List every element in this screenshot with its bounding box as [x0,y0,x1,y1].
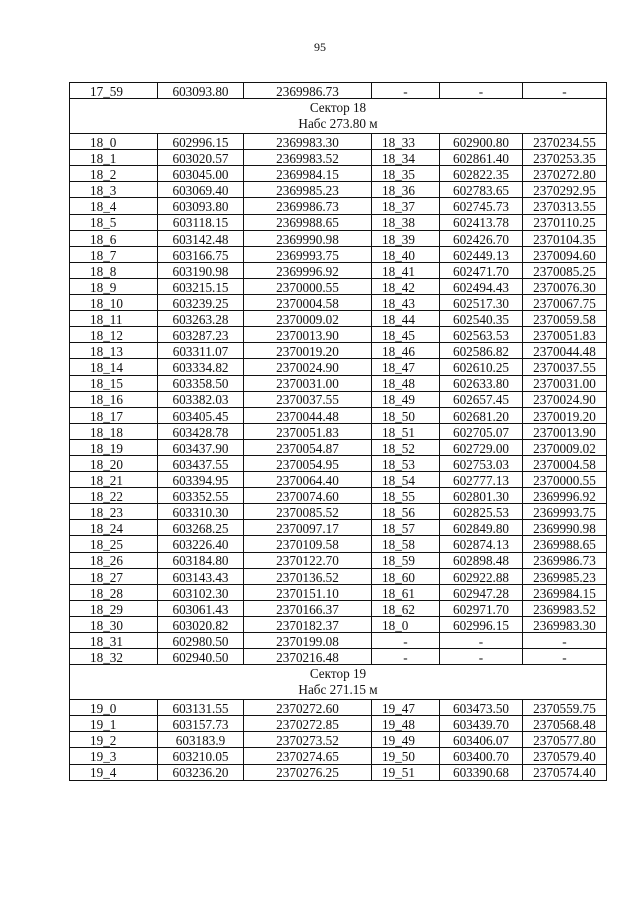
point-id-2-cell: 18_36 [372,182,440,198]
y-coord-2-cell: 2370031.00 [523,375,607,391]
point-id-cell: 18_28 [70,584,158,600]
point-id-cell: 18_30 [70,616,158,632]
point-id-2-cell: 18_53 [372,455,440,471]
x-coord-cell: 602996.15 [158,134,244,150]
x-coord-cell: 603437.55 [158,455,244,471]
table-row [70,552,607,568]
table-row [70,764,607,780]
x-coord-cell: 603268.25 [158,520,244,536]
sector-header-row [70,665,607,700]
table-row [70,649,607,665]
point-id-2-cell: - [372,633,440,649]
table-row [70,278,607,294]
table-row [70,633,607,649]
point-id-cell: 18_3 [70,182,158,198]
y-coord-2-cell: 2370024.90 [523,391,607,407]
x-coord-cell: 603287.23 [158,327,244,343]
y-coord-cell: 2369983.52 [244,150,372,166]
y-coord-2-cell: 2370059.58 [523,311,607,327]
x-coord-cell: 603118.15 [158,214,244,230]
y-coord-cell: 2369985.23 [244,182,372,198]
table-row [70,732,607,748]
x-coord-cell: 603382.03 [158,391,244,407]
point-id-2-cell: 18_56 [372,504,440,520]
x-coord-cell: 603236.20 [158,764,244,780]
point-id-cell: 18_19 [70,439,158,455]
point-id-cell: 18_11 [70,311,158,327]
y-coord-cell: 2370272.60 [244,700,372,716]
y-coord-2-cell: 2370104.35 [523,230,607,246]
point-id-2-cell: 18_38 [372,214,440,230]
x-coord-cell: 603215.15 [158,278,244,294]
y-coord-cell: 2370151.10 [244,584,372,600]
table-row [70,748,607,764]
y-coord-cell: 2370074.60 [244,488,372,504]
y-coord-cell: 2370166.37 [244,600,372,616]
table-row [70,134,607,150]
x-coord-cell: 603263.28 [158,311,244,327]
point-id-cell: 18_4 [70,198,158,214]
sector-elevation: Набс 271.15 м [298,682,378,698]
y-coord-2-cell: 2370253.35 [523,150,607,166]
table-row [70,568,607,584]
point-id-cell: 18_6 [70,230,158,246]
table-row [70,716,607,732]
y-coord-2-cell: 2370067.75 [523,295,607,311]
point-id-2-cell: 18_54 [372,472,440,488]
x-coord-cell: 603352.55 [158,488,244,504]
x-coord-cell: 603142.48 [158,230,244,246]
point-id-cell: 18_29 [70,600,158,616]
sector-header [70,665,607,700]
x-coord-cell: 603143.43 [158,568,244,584]
y-coord-cell: 2370085.52 [244,504,372,520]
table-row [70,472,607,488]
table-row [70,536,607,552]
y-coord-cell: 2369984.15 [244,166,372,182]
x-coord-2-cell: 602413.78 [440,214,523,230]
y-coord-cell: 2369983.30 [244,134,372,150]
point-id-cell: 18_27 [70,568,158,584]
x-coord-cell: 603311.07 [158,343,244,359]
y-coord-cell: 2369993.75 [244,246,372,262]
x-coord-2-cell: 602783.65 [440,182,523,198]
sector-header-row [70,99,607,134]
x-coord-2-cell: - [440,83,523,99]
y-coord-2-cell: 2370577.80 [523,732,607,748]
point-id-cell: 18_18 [70,423,158,439]
table-row [70,423,607,439]
x-coord-2-cell: 602745.73 [440,198,523,214]
y-coord-2-cell: - [523,83,607,99]
x-coord-2-cell: 602825.53 [440,504,523,520]
x-coord-2-cell: - [440,649,523,665]
y-coord-2-cell: 2369985.23 [523,568,607,584]
point-id-2-cell: 18_51 [372,423,440,439]
x-coord-2-cell: 602471.70 [440,262,523,278]
y-coord-cell: 2370199.08 [244,633,372,649]
table-row [70,343,607,359]
y-coord-2-cell: 2370272.80 [523,166,607,182]
x-coord-2-cell: 602900.80 [440,134,523,150]
y-coord-cell: 2370273.52 [244,732,372,748]
y-coord-2-cell: 2369996.92 [523,488,607,504]
y-coord-cell: 2370054.87 [244,439,372,455]
y-coord-cell: 2370004.58 [244,295,372,311]
x-coord-2-cell: 602971.70 [440,600,523,616]
x-coord-cell: 603069.40 [158,182,244,198]
point-id-2-cell: 19_51 [372,764,440,780]
y-coord-2-cell: 2369986.73 [523,552,607,568]
y-coord-2-cell: 2369988.65 [523,536,607,552]
y-coord-cell: 2370054.95 [244,455,372,471]
point-id-2-cell: 19_48 [372,716,440,732]
table-row [70,198,607,214]
x-coord-cell: 603310.30 [158,504,244,520]
point-id-cell: 18_17 [70,407,158,423]
x-coord-2-cell: 602849.80 [440,520,523,536]
sector-header [70,99,607,134]
y-coord-2-cell: 2370019.20 [523,407,607,423]
point-id-2-cell: 18_37 [372,198,440,214]
point-id-cell: 18_1 [70,150,158,166]
point-id-2-cell: 18_48 [372,375,440,391]
point-id-cell: 19_0 [70,700,158,716]
table-row [70,616,607,632]
y-coord-2-cell: 2370568.48 [523,716,607,732]
point-id-cell: 18_12 [70,327,158,343]
y-coord-2-cell: 2370110.25 [523,214,607,230]
y-coord-cell: 2370019.20 [244,343,372,359]
point-id-cell: 19_4 [70,764,158,780]
y-coord-cell: 2370024.90 [244,359,372,375]
sector-title: Сектор 19 [309,666,367,682]
point-id-2-cell: 18_62 [372,600,440,616]
point-id-2-cell: 18_41 [372,262,440,278]
x-coord-2-cell: 602947.28 [440,584,523,600]
point-id-cell: 18_20 [70,455,158,471]
x-coord-cell: 603061.43 [158,600,244,616]
point-id-cell: 19_1 [70,716,158,732]
y-coord-2-cell: 2370013.90 [523,423,607,439]
point-id-2-cell: 18_46 [372,343,440,359]
point-id-cell: 18_16 [70,391,158,407]
y-coord-2-cell: 2369990.98 [523,520,607,536]
table-row [70,311,607,327]
x-coord-cell: 603334.82 [158,359,244,375]
table-row [70,295,607,311]
x-coord-2-cell: 603473.50 [440,700,523,716]
table-row [70,246,607,262]
point-id-2-cell: 18_42 [372,278,440,294]
point-id-cell: 18_31 [70,633,158,649]
table-row [70,584,607,600]
table-row [70,600,607,616]
x-coord-2-cell: 602517.30 [440,295,523,311]
y-coord-2-cell: - [523,649,607,665]
x-coord-cell: 603210.05 [158,748,244,764]
x-coord-2-cell: 602426.70 [440,230,523,246]
x-coord-2-cell: 603406.07 [440,732,523,748]
table-row [70,83,607,99]
x-coord-2-cell: 602996.15 [440,616,523,632]
point-id-2-cell: 18_35 [372,166,440,182]
x-coord-cell: 602940.50 [158,649,244,665]
y-coord-cell: 2369988.65 [244,214,372,230]
table-row [70,504,607,520]
point-id-cell: 18_21 [70,472,158,488]
sector-title: Сектор 18 [309,100,367,116]
x-coord-cell: 603394.95 [158,472,244,488]
table-row [70,327,607,343]
y-coord-cell: 2370013.90 [244,327,372,343]
table-row [70,166,607,182]
point-id-2-cell: 18_43 [372,295,440,311]
y-coord-cell: 2369990.98 [244,230,372,246]
x-coord-cell: 603405.45 [158,407,244,423]
coordinates-table-body [70,83,607,781]
x-coord-cell: 603183.9 [158,732,244,748]
point-id-cell: 18_5 [70,214,158,230]
y-coord-cell: 2370031.00 [244,375,372,391]
y-coord-2-cell: 2370313.55 [523,198,607,214]
point-id-2-cell: 18_34 [372,150,440,166]
y-coord-2-cell: 2370051.83 [523,327,607,343]
table-row [70,375,607,391]
table-row [70,455,607,471]
x-coord-cell: 603093.80 [158,83,244,99]
y-coord-2-cell: 2370000.55 [523,472,607,488]
x-coord-cell: 603239.25 [158,295,244,311]
y-coord-cell: 2370064.40 [244,472,372,488]
point-id-2-cell: 19_49 [372,732,440,748]
point-id-cell: 18_2 [70,166,158,182]
x-coord-cell: 603226.40 [158,536,244,552]
y-coord-cell: 2370136.52 [244,568,372,584]
x-coord-cell: 603131.55 [158,700,244,716]
y-coord-2-cell: 2369983.30 [523,616,607,632]
x-coord-2-cell: 602563.53 [440,327,523,343]
y-coord-cell: 2370274.65 [244,748,372,764]
point-id-cell: 18_22 [70,488,158,504]
point-id-2-cell: 19_47 [372,700,440,716]
y-coord-cell: 2370276.25 [244,764,372,780]
point-id-2-cell: 18_55 [372,488,440,504]
x-coord-2-cell: 603439.70 [440,716,523,732]
table-row [70,359,607,375]
x-coord-2-cell: - [440,633,523,649]
point-id-2-cell: 18_58 [372,536,440,552]
x-coord-2-cell: 602449.13 [440,246,523,262]
x-coord-2-cell: 602657.45 [440,391,523,407]
x-coord-2-cell: 602540.35 [440,311,523,327]
point-id-cell: 18_25 [70,536,158,552]
x-coord-2-cell: 602494.43 [440,278,523,294]
coordinates-table [69,82,607,781]
x-coord-cell: 603093.80 [158,198,244,214]
y-coord-cell: 2370044.48 [244,407,372,423]
table-row [70,262,607,278]
point-id-cell: 18_9 [70,278,158,294]
x-coord-cell: 603157.73 [158,716,244,732]
y-coord-cell: 2370051.83 [244,423,372,439]
point-id-cell: 18_10 [70,295,158,311]
point-id-2-cell: 18_0 [372,616,440,632]
point-id-2-cell: 18_39 [372,230,440,246]
point-id-cell: 18_15 [70,375,158,391]
x-coord-cell: 602980.50 [158,633,244,649]
x-coord-cell: 603190.98 [158,262,244,278]
y-coord-2-cell: 2369993.75 [523,504,607,520]
y-coord-2-cell: 2370234.55 [523,134,607,150]
table-row [70,488,607,504]
point-id-cell: 18_14 [70,359,158,375]
y-coord-cell: 2370097.17 [244,520,372,536]
point-id-2-cell: 18_52 [372,439,440,455]
x-coord-cell: 603437.90 [158,439,244,455]
point-id-cell: 18_7 [70,246,158,262]
point-id-2-cell: 18_60 [372,568,440,584]
y-coord-2-cell: 2370076.30 [523,278,607,294]
x-coord-cell: 603102.30 [158,584,244,600]
x-coord-2-cell: 602681.20 [440,407,523,423]
point-id-2-cell: 18_50 [372,407,440,423]
point-id-cell: 17_59 [70,83,158,99]
point-id-cell: 18_23 [70,504,158,520]
y-coord-2-cell: 2370559.75 [523,700,607,716]
point-id-2-cell: 18_47 [372,359,440,375]
y-coord-2-cell: - [523,633,607,649]
point-id-2-cell: 18_33 [372,134,440,150]
y-coord-2-cell: 2370094.60 [523,246,607,262]
y-coord-2-cell: 2370292.95 [523,182,607,198]
y-coord-2-cell: 2369983.52 [523,600,607,616]
point-id-2-cell: 19_50 [372,748,440,764]
table-row [70,150,607,166]
point-id-2-cell: 18_44 [372,311,440,327]
point-id-2-cell: 18_59 [372,552,440,568]
table-row [70,182,607,198]
point-id-cell: 18_32 [70,649,158,665]
point-id-cell: 18_26 [70,552,158,568]
y-coord-cell: 2370216.48 [244,649,372,665]
point-id-2-cell: 18_40 [372,246,440,262]
page-number: 95 [314,40,326,54]
x-coord-cell: 603358.50 [158,375,244,391]
point-id-2-cell: 18_57 [372,520,440,536]
x-coord-2-cell: 602633.80 [440,375,523,391]
x-coord-cell: 603020.57 [158,150,244,166]
x-coord-cell: 603045.00 [158,166,244,182]
x-coord-2-cell: 602610.25 [440,359,523,375]
y-coord-cell: 2370037.55 [244,391,372,407]
table-row [70,214,607,230]
point-id-cell: 18_8 [70,262,158,278]
table-row [70,230,607,246]
y-coord-2-cell: 2369984.15 [523,584,607,600]
table-row [70,520,607,536]
x-coord-2-cell: 602801.30 [440,488,523,504]
y-coord-2-cell: 2370579.40 [523,748,607,764]
point-id-cell: 18_24 [70,520,158,536]
y-coord-cell: 2369996.92 [244,262,372,278]
y-coord-cell: 2369986.73 [244,198,372,214]
x-coord-2-cell: 602586.82 [440,343,523,359]
point-id-2-cell: 18_61 [372,584,440,600]
table-row [70,439,607,455]
table-row [70,700,607,716]
table-row [70,407,607,423]
y-coord-2-cell: 2370085.25 [523,262,607,278]
y-coord-2-cell: 2370004.58 [523,455,607,471]
y-coord-2-cell: 2370044.48 [523,343,607,359]
point-id-cell: 19_2 [70,732,158,748]
y-coord-cell: 2370000.55 [244,278,372,294]
y-coord-2-cell: 2370037.55 [523,359,607,375]
x-coord-cell: 603020.82 [158,616,244,632]
x-coord-2-cell: 603400.70 [440,748,523,764]
point-id-2-cell: 18_45 [372,327,440,343]
point-id-2-cell: - [372,83,440,99]
x-coord-2-cell: 603390.68 [440,764,523,780]
y-coord-cell: 2370109.58 [244,536,372,552]
x-coord-2-cell: 602729.00 [440,439,523,455]
x-coord-cell: 603428.78 [158,423,244,439]
y-coord-2-cell: 2370009.02 [523,439,607,455]
point-id-cell: 19_3 [70,748,158,764]
point-id-2-cell: - [372,649,440,665]
x-coord-2-cell: 602874.13 [440,536,523,552]
point-id-2-cell: 18_49 [372,391,440,407]
x-coord-2-cell: 602705.07 [440,423,523,439]
y-coord-cell: 2370122.70 [244,552,372,568]
y-coord-cell: 2370182.37 [244,616,372,632]
table-row [70,391,607,407]
y-coord-cell: 2370009.02 [244,311,372,327]
y-coord-cell: 2370272.85 [244,716,372,732]
y-coord-2-cell: 2370574.40 [523,764,607,780]
x-coord-2-cell: 602822.35 [440,166,523,182]
x-coord-2-cell: 602753.03 [440,455,523,471]
x-coord-cell: 603166.75 [158,246,244,262]
x-coord-2-cell: 602777.13 [440,472,523,488]
y-coord-cell: 2369986.73 [244,83,372,99]
point-id-cell: 18_13 [70,343,158,359]
x-coord-cell: 603184.80 [158,552,244,568]
x-coord-2-cell: 602898.48 [440,552,523,568]
x-coord-2-cell: 602861.40 [440,150,523,166]
x-coord-2-cell: 602922.88 [440,568,523,584]
sector-elevation: Набс 273.80 м [298,116,378,132]
point-id-cell: 18_0 [70,134,158,150]
